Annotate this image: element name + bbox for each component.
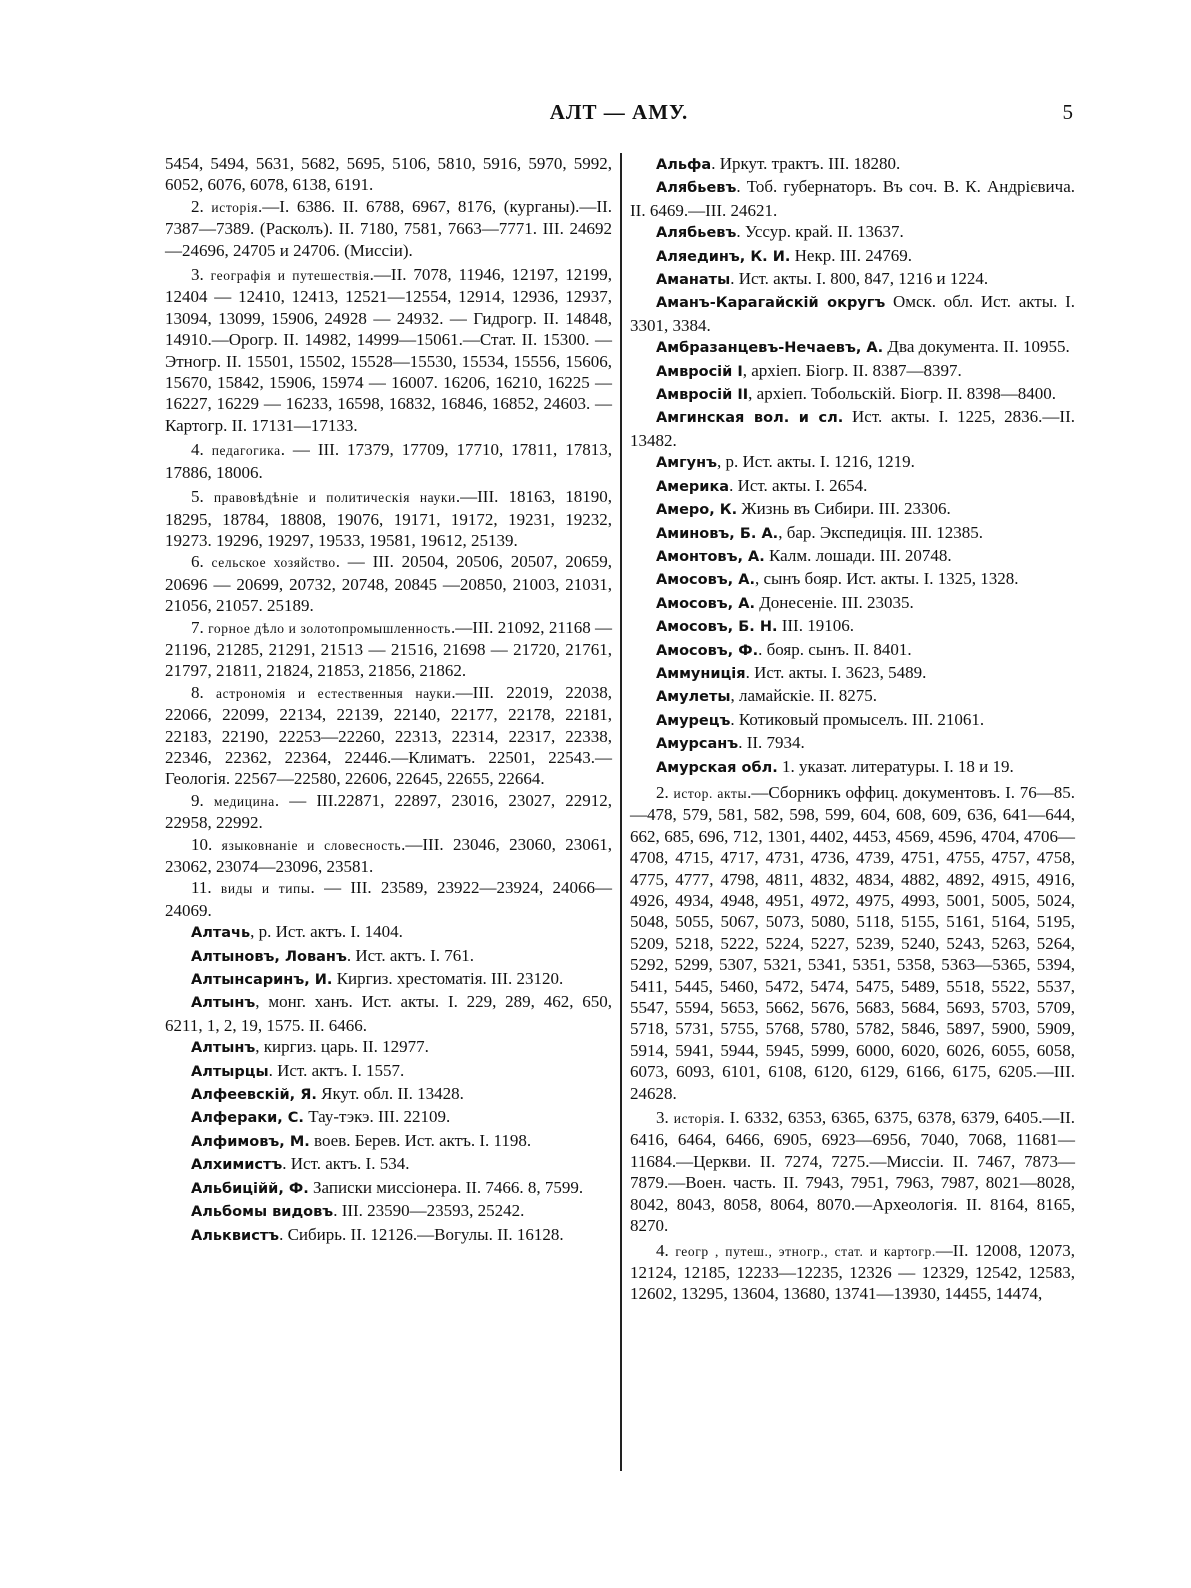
entry-text: . Тоб. губернаторъ. Въ соч. В. К. Андрієвича. II. 6469.—III. 24621. bbox=[630, 177, 1075, 220]
index-entry bbox=[630, 406, 1075, 451]
column-divider bbox=[620, 153, 622, 1471]
index-entry bbox=[630, 615, 1075, 638]
entry-text: . — III. 23589, 23922—23924, 24066—24069. bbox=[165, 878, 612, 920]
entry-heading: Алхимистъ bbox=[191, 1157, 283, 1174]
entry-heading: Амонтовъ, А. bbox=[656, 548, 765, 565]
entry-text: . — III.22871, 22897, 23016, 23027, 22912, 22958, 22992. bbox=[165, 790, 612, 833]
entry-text: .—Сборникъ оффиц. документовъ. I. 76—85.—478, 579, 581, 582, 598, 599, 604, 608, 609, 636, 641—644, 662, 685, 696, 712, 1301, 4402, 4453, 4569, 4596, 4704, 4706—4708, 4715, 4717, 4731, 4736, 4739, 4751, 4755, 4757, 4758, 4775, 4777, 4798, 4811, 4832, 4834, 4882, 4892, 4915, 4916, 4926, 4934, 4948, 4951, 4972, 4975, 4993, 5001, 5005, 5024, 5048, 5055, 5067, 5073, 5080, 5118, 5155, 5161, 5164, 5195, 5209, 5218, 5222, 5224, 5227, 5239, 5240, 5243, 5263, 5264, 5292, 5299, 5307, 5321, 5341, 5351, 5358, 5363—5365, 5394, 5411, 5445, 5460, 5472, 5474, 5475, 5489, 5518, 5522, 5537, 5547, 5594, 5653, 5662, 5676, 5683, 5684, 5693, 5703, 5709, 5718, 5731, 5755, 5768, 5780, 5782, 5846, 5897, 5900, 5909, 5914, 5941, 5944, 5945, 5999, 6000, 6020, 6026, 6055, 6058, 6073, 6093, 6101, 6108, 6120, 6129, 6166, 6175, 6205.—III. 24628. bbox=[630, 782, 1076, 1103]
index-entry bbox=[165, 1153, 612, 1176]
entry-heading: Алтынъ bbox=[191, 995, 256, 1012]
entry-heading: Алтыновъ, Лованъ bbox=[191, 948, 347, 965]
index-entry bbox=[630, 336, 1075, 359]
subject-label: исторія bbox=[673, 1111, 721, 1127]
index-entry bbox=[165, 1130, 612, 1153]
index-entry bbox=[630, 268, 1075, 291]
entry-heading: Амосовъ, А. bbox=[656, 595, 755, 612]
index-entry bbox=[630, 176, 1075, 221]
entry-text: . III. 23590—23593, 25242. bbox=[333, 1201, 525, 1221]
subject-label: астрономія и естественныя науки bbox=[216, 685, 452, 701]
entry-text: . I. 6332, 6353, 6365, 6375, 6378, 6379, 6405.—II. 6416, 6464, 6466, 6905, 6923—6956, 7040, 7068, 11681—11684.—Церкви. II. 7274, 7275.—Миссіи. II. 7467, 7873—7879.—Воен. часть. II. 7943, 7951, 7963, 7987, 8021—8028, 8042, 8043, 8058, 8064, 8070.—Археологія. II. 8164, 8165, 8270. bbox=[630, 1108, 1076, 1236]
page-number: 5 bbox=[1062, 100, 1073, 124]
entry-heading: Алтынсаринъ, И. bbox=[191, 972, 333, 989]
entry-text: .—III. 18163, 18190, 18295, 18784, 18808, 19076, 19171, 19172, 19231, 19232, 19273. 19296, 19297, 19533, 19581, 19612, 25139. bbox=[165, 487, 613, 550]
entry-heading: Амосовъ, Ф. bbox=[656, 642, 759, 659]
index-entry bbox=[630, 1107, 1075, 1236]
entry-text: Калм. лошади. III. 20748. bbox=[764, 545, 952, 565]
entry-text: . Сибирь. II. 12126.—Вогулы. II. 16128. bbox=[279, 1224, 564, 1244]
index-entry bbox=[165, 1106, 612, 1129]
left-column bbox=[165, 153, 612, 1247]
index-entry bbox=[165, 877, 612, 921]
entry-text: , сынъ бояр. Ист. акты. I. 1325, 1328. bbox=[754, 569, 1019, 589]
entry-number: 2. bbox=[656, 782, 669, 802]
entry-text: Жизнь въ Сибири. III. 23306. bbox=[737, 499, 951, 519]
entry-heading: Аманаты bbox=[656, 272, 731, 289]
entry-text: —II. 12008, 12073, 12124, 12185, 12233—12235, 12326 — 12329, 12542, 12583, 12602, 13295, 13604, 13680, 13741—13930, 14455, 14474, bbox=[630, 1240, 1076, 1304]
index-entry bbox=[630, 756, 1075, 779]
entry-heading: Амбразанцевъ-Нечаевъ, А. bbox=[656, 340, 884, 357]
index-entry bbox=[630, 475, 1075, 498]
index-entry bbox=[630, 522, 1075, 545]
index-entry bbox=[165, 1224, 612, 1247]
entry-text: Тау-тэкэ. III. 22109. bbox=[303, 1107, 451, 1127]
entry-text: . Котиковый промыселъ. III. 21061. bbox=[730, 709, 985, 729]
entry-text: Записки миссіонера. II. 7466. 8, 7599. bbox=[308, 1177, 584, 1197]
entry-text: .—III. 21092, 21168 — 21196, 21285, 21291, 21513 — 21516, 21698 — 21720, 21761, 21797, 21811, 21824, 21853, 21856, 21862. bbox=[165, 617, 613, 681]
entry-text: , киргиз. царь. II. 12977. bbox=[255, 1037, 429, 1057]
subject-label: истор. акты bbox=[673, 785, 748, 801]
subject-label: виды и типы bbox=[220, 881, 311, 897]
entry-heading: Алфераки, С. bbox=[191, 1110, 304, 1127]
entry-text: , архіеп. Біогр. II. 8387—8397. bbox=[742, 360, 962, 380]
entry-text: .—II. 7078, 11946, 12197, 12199, 12404 — 12410, 12413, 12521—12554, 12914, 12936, 12937, 13094, 13099, 15906, 24928 — 24932. — Гидрогр. II. 14848, 14910.—Орогр. II. 14982, 14999—15061.—Стат. II. 15300. — Этногр. II. 15501, 15502, 15528—15530, 15534, 15556, 15606, 15670, 15842, 15906, 15974 — 16007. 16206, 16210, 16225 — 16227, 16229 — 16233, 16598, 16832, 16846, 16852, 24603. — Картогр. II. 17131—17133. bbox=[165, 265, 612, 435]
entry-text: . Ист. акты. I. 2654. bbox=[729, 475, 868, 495]
entry-heading: Амурская обл. bbox=[656, 759, 778, 776]
entry-text: Некр. III. 24769. bbox=[790, 245, 912, 265]
entry-heading: Аммуниція bbox=[656, 665, 746, 682]
entry-text: .—III. 22019, 22038, 22066, 22099, 22134, 22139, 22140, 22177, 22178, 22181, 22183, 22190, 22253—22260, 22313, 22314, 22317, 22338, 22346, 22362, 22364, 22446.—Климатъ. 22501, 22543.—Геологія. 22567—22580, 22606, 22645, 22655, 22664. bbox=[165, 682, 612, 789]
index-entry bbox=[165, 1177, 612, 1200]
subject-label: педагогика bbox=[211, 443, 281, 459]
subject-label: языковнаніе и словесность bbox=[221, 837, 402, 853]
subject-label: геогр , путеш., этногр., стат. и картогр. bbox=[675, 1243, 936, 1259]
entry-text: III. 19106. bbox=[777, 616, 854, 636]
entry-heading: Америка bbox=[656, 478, 730, 495]
index-entry bbox=[165, 991, 612, 1036]
entry-number: 4. bbox=[656, 1240, 669, 1260]
subject-label: сельское хозяйство bbox=[211, 555, 336, 571]
index-entry bbox=[630, 245, 1075, 268]
entry-heading: Алтырцы bbox=[191, 1063, 269, 1080]
index-entry bbox=[630, 545, 1075, 568]
entry-number: 6. bbox=[191, 552, 204, 572]
right-column bbox=[630, 153, 1075, 1305]
entry-text: . Ист. акты. I. 800, 847, 1216 и 1224. bbox=[730, 269, 989, 289]
index-entry bbox=[165, 834, 612, 878]
index-entry bbox=[630, 498, 1075, 521]
index-entry bbox=[165, 1036, 612, 1059]
index-entry bbox=[630, 662, 1075, 685]
entry-heading: Алтачь bbox=[191, 925, 251, 942]
entry-heading: Амулеты bbox=[656, 689, 731, 706]
index-entry bbox=[165, 486, 612, 551]
index-entry bbox=[165, 921, 612, 944]
index-entry bbox=[165, 1200, 612, 1223]
entry-text: воев. Берев. Ист. актъ. I. 1198. bbox=[309, 1130, 532, 1150]
page-header bbox=[165, 100, 1073, 130]
entry-heading: Алябьевъ bbox=[656, 225, 737, 242]
entry-number: 11. bbox=[191, 878, 212, 898]
subject-label: горное дѣло и золотопромышленность bbox=[208, 620, 451, 636]
index-entry bbox=[630, 732, 1075, 755]
subject-label: медицина bbox=[213, 793, 275, 809]
entry-heading: Альфа bbox=[656, 157, 712, 173]
entry-text: , р. Ист. акты. I. 1216, 1219. bbox=[717, 452, 915, 472]
entry-heading: Амурсанъ bbox=[656, 736, 739, 753]
entry-number: 2. bbox=[191, 196, 204, 216]
index-entry bbox=[165, 264, 612, 436]
entry-text: . Ист. актъ. I. 1557. bbox=[268, 1060, 405, 1080]
entry-text: Два документа. II. 10955. bbox=[883, 337, 1070, 357]
index-entry bbox=[630, 782, 1075, 1104]
entry-text: Донесеніе. III. 23035. bbox=[754, 592, 914, 612]
entry-text: . Уссур. край. II. 13637. bbox=[736, 222, 904, 242]
index-entry bbox=[630, 383, 1075, 406]
entry-heading: Альквистъ bbox=[191, 1227, 280, 1244]
entry-text: . Ист. актъ. I. 534. bbox=[282, 1154, 410, 1174]
entry-heading: Амурецъ bbox=[656, 712, 731, 729]
entry-heading: Амгинская вол. и сл. bbox=[656, 410, 844, 427]
entry-heading: Альбиційй, Ф. bbox=[191, 1180, 309, 1197]
entry-text: .—III. 23046, 23060, 23061, 23062, 23074—23096, 23581. bbox=[165, 834, 612, 876]
index-entry bbox=[165, 196, 612, 261]
entry-text: 5454, 5494, 5631, 5682, 5695, 5106, 5810, 5916, 5970, 5992, 6052, 6076, 6078, 6138, 6191. bbox=[165, 154, 612, 195]
index-entry bbox=[165, 1083, 612, 1106]
entry-number: 8. bbox=[191, 682, 204, 702]
index-entry bbox=[630, 592, 1075, 615]
index-entry bbox=[630, 291, 1075, 336]
index-entry bbox=[630, 709, 1075, 732]
subject-label: географія и путешествія bbox=[210, 268, 370, 284]
entry-number: 9. bbox=[191, 790, 204, 810]
entry-heading: Аманъ-Карагайскій округъ bbox=[656, 295, 886, 312]
running-title: АЛТ — АМУ. bbox=[549, 100, 689, 124]
entry-heading: Алфеевскій, Я. bbox=[191, 1087, 317, 1104]
entry-text: Омск. обл. Ист. акты. I. 3301, 3384. bbox=[630, 292, 1075, 335]
entry-text: , бар. Экспедиція. III. 12385. bbox=[778, 522, 984, 542]
index-entry bbox=[630, 221, 1075, 244]
index-entry bbox=[165, 682, 612, 790]
entry-heading: Амвросій II bbox=[656, 387, 749, 404]
index-entry bbox=[630, 568, 1075, 591]
entry-text: Киргиз. хрестоматія. III. 23120. bbox=[332, 969, 564, 989]
entry-heading: Алябьевъ bbox=[656, 180, 737, 197]
entry-number: 4. bbox=[191, 440, 204, 460]
entry-number: 5. bbox=[191, 487, 204, 507]
index-entry bbox=[630, 685, 1075, 708]
subject-label: исторія bbox=[211, 199, 259, 215]
entry-text: , монг. ханъ. Ист. акты. I. 229, 289, 462, 650, 6211, 1, 2, 19, 1575. II. 6466. bbox=[165, 992, 612, 1035]
index-entry bbox=[630, 639, 1075, 662]
entry-text: .—I. 6386. II. 6788, 6967, 8176, (курганы).—II. 7387—7389. (Расколъ). II. 7180, 7581, 7663—7771. III. 24692—24696, 24705 и 24706. (Миссіи). bbox=[165, 196, 612, 260]
entry-text: . — III. 17379, 17709, 17710, 17811, 17813, 17886, 18006. bbox=[165, 440, 613, 482]
entry-heading: Алфимовъ, М. bbox=[191, 1133, 310, 1150]
entry-heading: Аляединъ, К. И. bbox=[656, 248, 791, 265]
entry-text: . II. 7934. bbox=[738, 733, 805, 753]
index-entry bbox=[165, 968, 612, 991]
entry-number: 10. bbox=[191, 834, 213, 854]
entry-heading: Амосовъ, А. bbox=[656, 572, 755, 589]
index-entry bbox=[165, 617, 612, 682]
index-entry bbox=[165, 790, 612, 834]
entry-heading: Алтынъ bbox=[191, 1040, 256, 1057]
entry-text: 1. указат. литературы. I. 18 и 19. bbox=[777, 756, 1014, 776]
subject-label: правовѣдѣніе и политическія науки bbox=[213, 490, 456, 506]
entry-heading: Амосовъ, Б. Н. bbox=[656, 619, 778, 636]
entry-heading: Аминовъ, Б. А. bbox=[656, 525, 779, 542]
entry-text: . Ист. актъ. I. 761. bbox=[346, 945, 475, 965]
entry-text: . бояр. сынъ. II. 8401. bbox=[758, 639, 912, 659]
index-entry bbox=[630, 451, 1075, 474]
index-entry bbox=[630, 1240, 1075, 1305]
entry-text: . — III. 20504, 20506, 20507, 20659, 20696 — 20699, 20732, 20748, 20845 —20850, 21003, 21031, 21056, 21057. 25189. bbox=[165, 552, 613, 616]
entry-text: Ист. акты. I. 1225, 2836.—II. 13482. bbox=[630, 407, 1075, 450]
index-entry bbox=[630, 153, 1075, 176]
entry-number: 3. bbox=[191, 265, 204, 285]
entry-number: 7. bbox=[191, 617, 204, 637]
index-entry bbox=[165, 1060, 612, 1083]
entry-text: , р. Ист. актъ. I. 1404. bbox=[250, 922, 403, 942]
entry-number: 3. bbox=[656, 1108, 669, 1128]
index-entry bbox=[165, 551, 612, 616]
index-entry bbox=[165, 153, 612, 196]
entry-heading: Амвросій I bbox=[656, 363, 743, 380]
entry-text: . Ист. акты. I. 3623, 5489. bbox=[745, 662, 927, 682]
entry-heading: Амеро, К. bbox=[656, 502, 738, 519]
index-entry bbox=[165, 945, 612, 968]
index-entry bbox=[630, 360, 1075, 383]
entry-text: . Иркут. трактъ. III. 18280. bbox=[711, 154, 901, 173]
entry-heading: Амгунъ bbox=[656, 455, 718, 472]
entry-heading: Альбомы видовъ bbox=[191, 1204, 334, 1221]
entry-text: Якут. обл. II. 13428. bbox=[316, 1084, 464, 1104]
entry-text: , архіеп. Тобольскій. Біогр. II. 8398—8400. bbox=[748, 384, 1056, 404]
index-entry bbox=[165, 439, 612, 483]
entry-text: , ламайскіе. II. 8275. bbox=[730, 686, 877, 706]
